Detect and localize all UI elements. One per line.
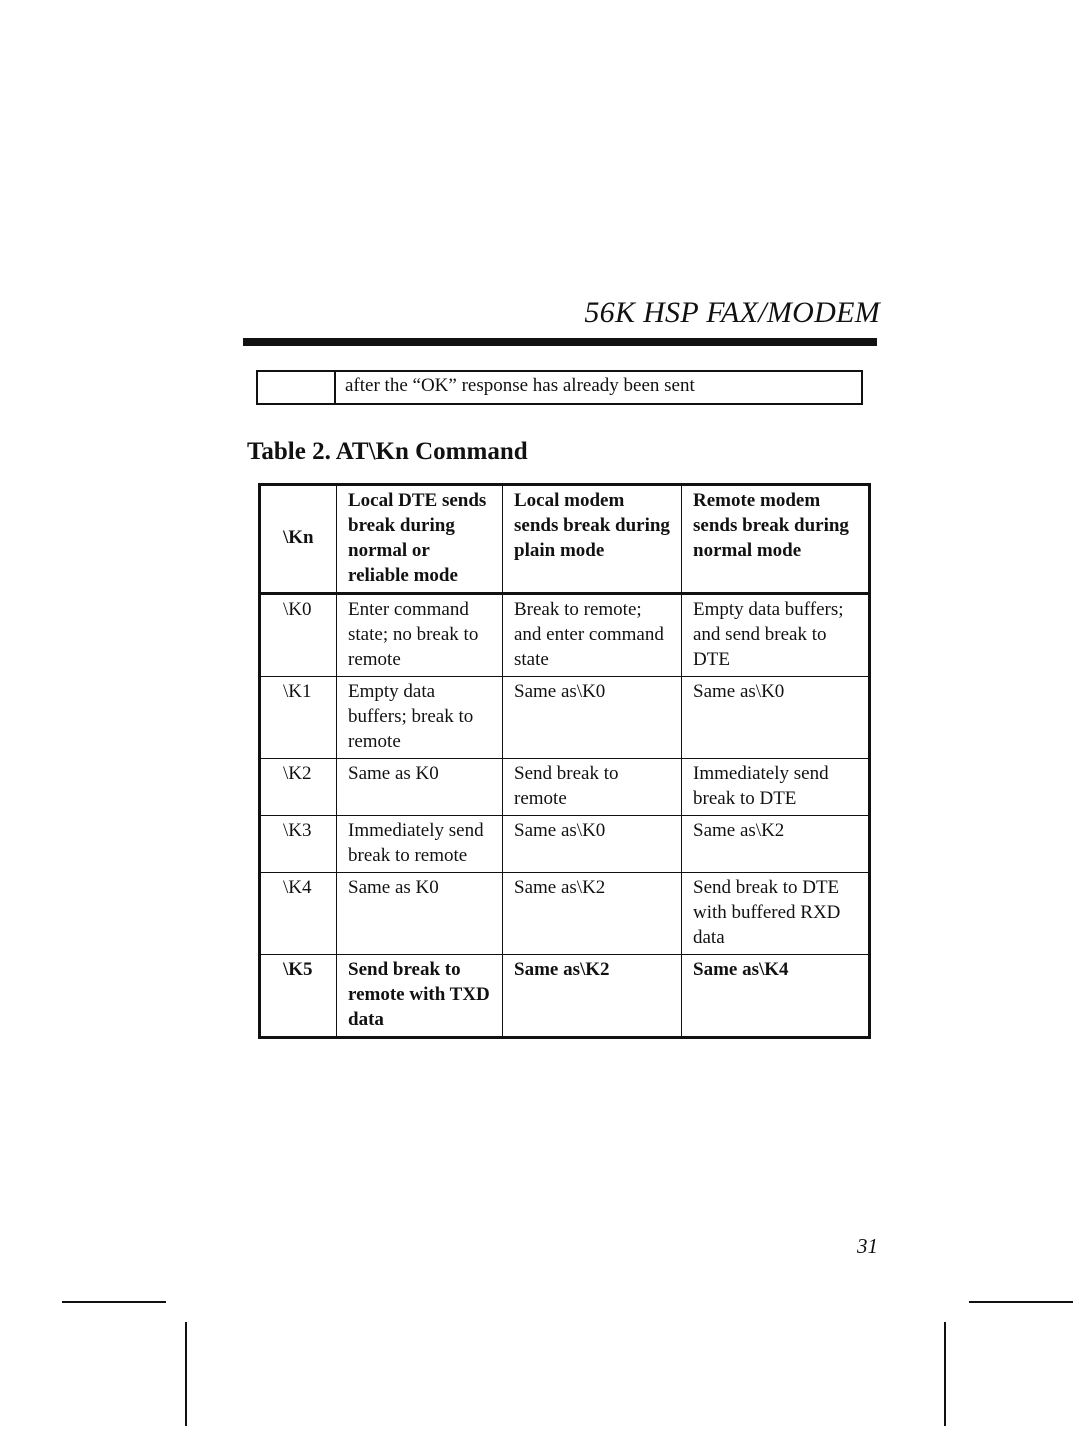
cell-remote-modem: Same as\K0 (682, 677, 870, 759)
running-header-title: 56K HSP FAX/MODEM (584, 296, 880, 329)
table-row (260, 677, 870, 759)
kn-command-table (258, 483, 871, 1039)
continued-table-row (256, 370, 863, 405)
page-number: 31 (857, 1234, 878, 1258)
table-row (260, 955, 870, 1038)
header-local-dte: Local DTE sends break during normal or reliable mode (337, 485, 503, 594)
table-row (260, 873, 870, 955)
crop-mark-left-vertical (185, 1322, 187, 1426)
cell-local-modem: Send break to remote (503, 759, 682, 816)
cell-kn: \K0 (260, 594, 337, 677)
cell-local-dte: Send break to remote with TXD data (337, 955, 503, 1038)
cell-local-modem: Break to remote; and enter command state (503, 594, 682, 677)
cell-kn: \K1 (260, 677, 337, 759)
table-row (260, 759, 870, 816)
cell-remote-modem: Empty data buffers; and send break to DTE (682, 594, 870, 677)
cell-local-modem: Same as\K2 (503, 873, 682, 955)
crop-mark-right-vertical (944, 1322, 946, 1426)
cell-local-dte: Enter command state; no break to remote (337, 594, 503, 677)
header-rule (243, 338, 877, 346)
header-remote-modem: Remote modem sends break during normal mode (682, 485, 870, 594)
crop-mark-right-horizontal (969, 1301, 1073, 1303)
table-caption: Table 2. AT\Kn Command (247, 438, 528, 465)
cell-kn: \K3 (260, 816, 337, 873)
cell-local-dte: Same as K0 (337, 873, 503, 955)
cell-local-modem: Same as\K0 (503, 816, 682, 873)
cell-remote-modem: Send break to DTE with buffered RXD data (682, 873, 870, 955)
cell-remote-modem: Same as\K4 (682, 955, 870, 1038)
table-row (260, 594, 870, 677)
header-kn: \Kn (260, 485, 337, 594)
cell-local-modem: Same as\K0 (503, 677, 682, 759)
continued-row-empty-cell (258, 372, 336, 403)
cell-kn: \K4 (260, 873, 337, 955)
cell-local-modem: Same as\K2 (503, 955, 682, 1038)
cell-local-dte: Same as K0 (337, 759, 503, 816)
crop-mark-left-horizontal (62, 1301, 166, 1303)
cell-remote-modem: Immediately send break to DTE (682, 759, 870, 816)
cell-remote-modem: Same as\K2 (682, 816, 870, 873)
table-row (260, 816, 870, 873)
cell-kn: \K2 (260, 759, 337, 816)
table-header-row (260, 485, 870, 594)
header-local-modem: Local modem sends break during plain mode (503, 485, 682, 594)
cell-local-dte: Immediately send break to remote (337, 816, 503, 873)
continued-row-text: after the “OK” response has already been sent (345, 375, 695, 396)
cell-kn: \K5 (260, 955, 337, 1038)
cell-local-dte: Empty data buffers; break to remote (337, 677, 503, 759)
